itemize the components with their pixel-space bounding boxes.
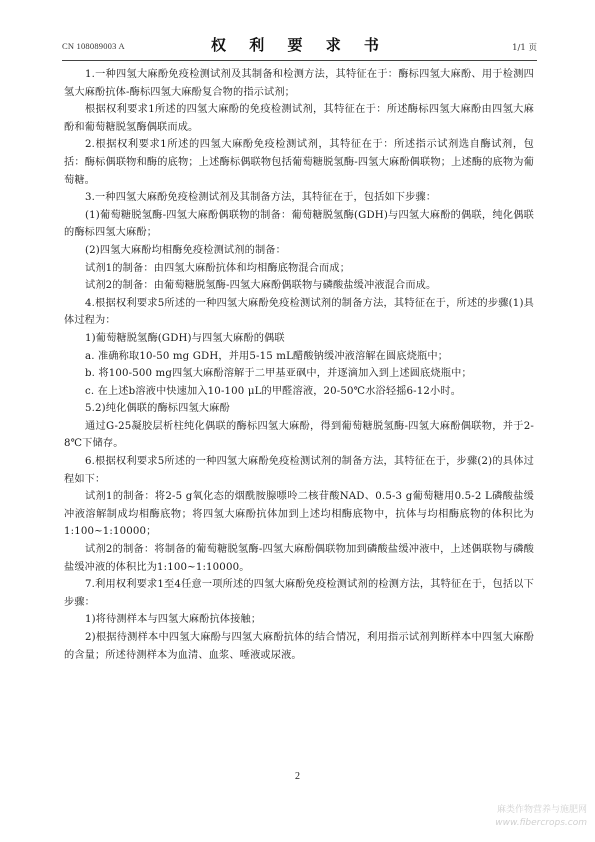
claim-step: a. 准确称取10-50 mg GDH，并用5-15 mL醋酸钠缓冲液溶解在圆底烧瓶中； xyxy=(85,350,449,362)
claims-body xyxy=(64,66,534,664)
watermark xyxy=(437,804,587,830)
claim-step: 1)将待测样本与四氢大麻酚抗体接触； xyxy=(85,614,262,626)
claim-step: c. 在上述b溶液中快速加入10-100 μL的甲醛溶液，20-50℃水浴轻摇6-12小时。 xyxy=(85,385,462,397)
claim-7: 7.利用权利要求1至4任意一项所述的四氢大麻酚免疫检测试剂的检测方法，其特征在于，包括以下步骤： xyxy=(64,579,534,608)
page-header xyxy=(62,34,537,58)
header-divider xyxy=(62,60,537,61)
claim-step: 试剂1的制备：将2-5 g氧化态的烟酰胺腺嘌呤二核苷酸NAD、0.5-3 g葡萄糖用0.5-2 L磷酸盐缓冲液溶解制成均相酶底物；将四氢大麻酚抗体加到上述均相酶底物中，抗体与均相酶底物的体积比为1:100~1:10000； xyxy=(64,491,534,538)
claim-3: 3.一种四氢大麻酚免疫检测试剂及其制备方法，其特征在于，包括如下步骤： xyxy=(85,192,437,204)
claim-paragraph: 通过G-25凝胶层析柱纯化偶联的酶标四氢大麻酚，得到葡萄糖脱氢酶-四氢大麻酚偶联物，并于2-8℃下储存。 xyxy=(64,420,534,450)
claim-step: 试剂2的制备：由葡萄糖脱氢酶-四氢大麻酚偶联物与磷酸盐缓冲液混合而成。 xyxy=(85,280,437,292)
claim-step: 1)葡萄糖脱氢酶(GDH)与四氢大麻酚的偶联 xyxy=(85,332,285,344)
claim-step: 2)根据待测样本中四氢大麻酚与四氢大麻酚抗体的结合情况，利用指示试剂判断样本中四氢大麻酚的含量；所述待测样本为血清、血浆、唾液或尿液。 xyxy=(64,632,534,661)
claim-step: (1)葡萄糖脱氢酶-四氢大麻酚偶联物的制备：葡萄糖脱氢酶(GDH)与四氢大麻酚的偶联，纯化偶联的酶标四氢大麻酚； xyxy=(64,209,534,239)
page-indicator: 1/1 页 xyxy=(512,43,537,53)
page-number: 2 xyxy=(295,771,300,782)
claim-step: 试剂2的制备：将制备的葡萄糖脱氢酶-四氢大麻酚偶联物加到磷酸盐缓冲液中，上述偶联物与磷酸盐缓冲液的体积比为1:100~1:10000。 xyxy=(64,544,534,573)
watermark-url: www.fibercrops.com xyxy=(495,818,587,828)
claim-1: 1.一种四氢大麻酚免疫检测试剂及其制备和检测方法，其特征在于：酶标四氢大麻酚、用于检测四氢大麻酚抗体-酶标四氢大麻酚复合物的指示试剂； xyxy=(64,69,534,98)
claim-step: (2)四氢大麻酚均相酶免疫检测试剂的制备： xyxy=(85,244,286,256)
claim-paragraph: 根据权利要求1所述的四氢大麻酚的免疫检测试剂，其特征在于：所述酶标四氢大麻酚由四氢大麻酚和葡萄糖脱氢酶偶联而成。 xyxy=(64,104,534,133)
publication-number: CN 108089003 A xyxy=(62,41,125,51)
watermark-text: 麻类作物营养与施肥网 xyxy=(496,805,587,815)
claim-step: 试剂1的制备：由四氢大麻酚抗体和均相酶底物混合而成； xyxy=(85,262,351,274)
claim-5: 5.2)纯化偶联的酶标四氢大麻酚 xyxy=(85,403,230,415)
claim-step: b. 将100-500 mg四氢大麻酚溶解于二甲基亚砜中，并逐滴加入到上述圆底烧瓶中； xyxy=(85,368,472,380)
claim-6: 6.根据权利要求5所述的一种四氢大麻酚免疫检测试剂的制备方法，其特征在于，步骤(2)的具体过程如下： xyxy=(64,456,534,485)
document-title: 权 利 要 求 书 xyxy=(211,36,388,54)
claim-4: 4.根据权利要求5所述的一种四氢大麻酚免疫检测试剂的制备方法，其特征在于，所述的步骤(1)具体过程为： xyxy=(64,297,534,327)
claim-2: 2.根据权利要求1所述的四氢大麻酚免疫检测试剂，其特征在于：所述指示试剂选自酶试剂，包括：酶标偶联物和酶的底物；上述酶标偶联物包括葡萄糖脱氢酶-四氢大麻酚偶联物；上述酶的底物为葡萄糖。 xyxy=(64,139,534,186)
